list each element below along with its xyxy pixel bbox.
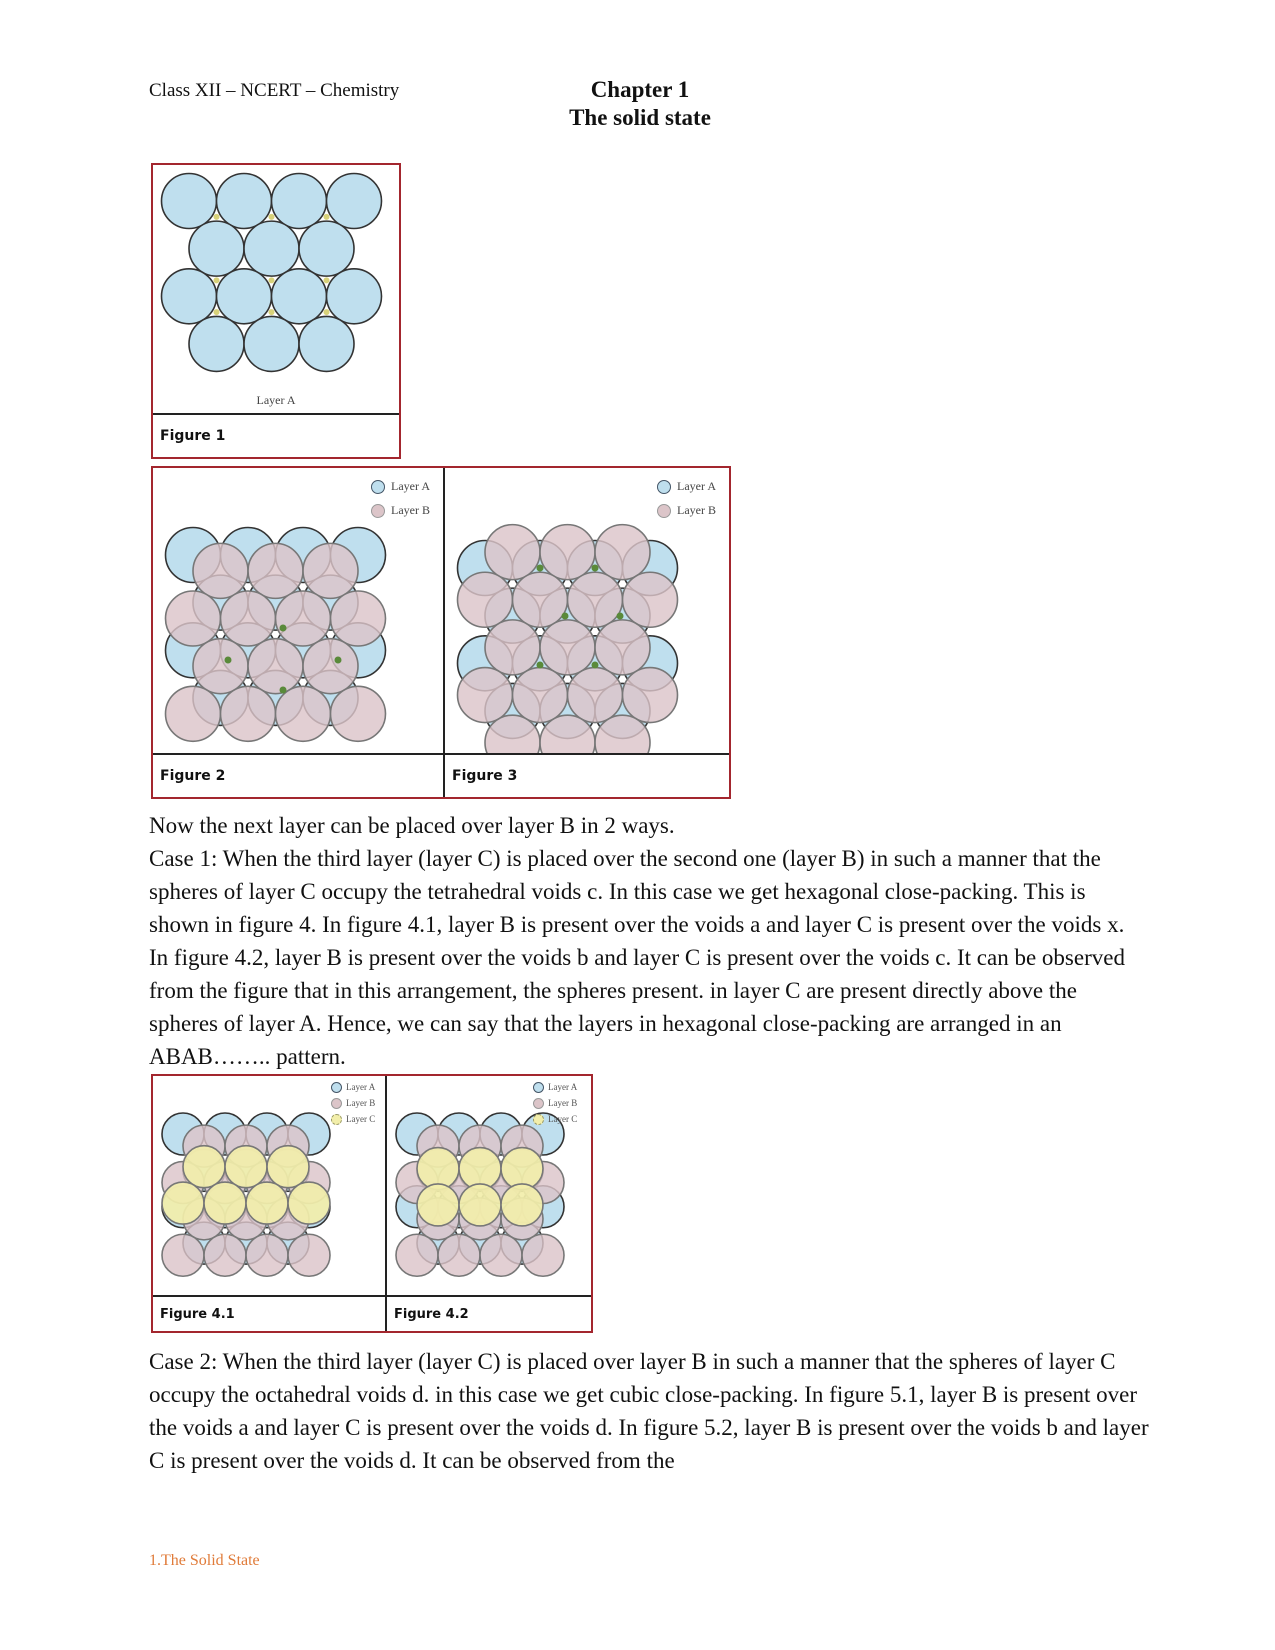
layer-c-sphere (459, 1184, 501, 1226)
layer-b-swatch (533, 1098, 544, 1109)
legend-item (657, 474, 716, 498)
void-marker (214, 214, 220, 220)
void-marker (269, 277, 275, 283)
legend-label: Layer C (548, 1114, 578, 1124)
layer-b-sphere (458, 572, 513, 627)
layer-a-swatch (331, 1082, 342, 1093)
figure-1-diagram (153, 165, 399, 411)
legend-item (371, 474, 430, 498)
chapter-heading (540, 76, 740, 132)
legend-item (657, 498, 716, 522)
layer-a-sphere (162, 174, 217, 229)
layer-b-sphere (513, 668, 568, 723)
figure-3-legend (657, 474, 716, 522)
legend-item (533, 1095, 577, 1111)
layer-c-swatch (331, 1114, 342, 1125)
layer-c-sphere (417, 1184, 459, 1226)
legend-label: Layer C (346, 1114, 376, 1124)
layer-a-label: Layer A (256, 393, 296, 407)
layer-b-sphere (248, 543, 303, 598)
intro-sentence: Now the next layer can be placed over layer B in 2 ways. (149, 813, 675, 838)
layer-b-sphere (595, 620, 650, 675)
layer-b-sphere (166, 591, 221, 646)
legend-label: Layer B (548, 1098, 578, 1108)
void-marker (225, 657, 232, 664)
figure-4-2 (387, 1076, 591, 1331)
figure-2-caption: Figure 2 (153, 753, 443, 797)
legend-item (371, 498, 430, 522)
layer-a-sphere (299, 221, 354, 276)
layer-b-swatch (331, 1098, 342, 1109)
layer-c-sphere (501, 1184, 543, 1226)
chapter-title: The solid state (569, 105, 711, 130)
legend-label: Layer A (346, 1082, 376, 1092)
layer-b-sphere (485, 620, 540, 675)
layer-b-sphere (485, 525, 540, 580)
legend-label: Layer B (346, 1098, 376, 1108)
page-footer: 1.The Solid State (149, 1552, 260, 1569)
figure-2-legend (371, 474, 430, 522)
void-marker (617, 613, 624, 620)
layer-b-sphere (246, 1234, 288, 1276)
case-1-paragraph: Case 1: When the third layer (layer C) is placed over the second one (layer B) in such a manner that the spheres of layer C occupy the tetrahedral voids c. In this case we get hexagonal close-packing. This is shown in figure 4. In figure 4.1, layer B is present over the voids a and layer C is present over the voids x. In figure 4.2, layer B is present over the voids b and layer C is present over the voids c. It can be observed from the figure that in this arrangement, the spheres present. in layer C are present directly above the spheres of layer A. Hence, we can say that the layers in hexagonal close-packing are arranged in an ABAB…….. pattern. (149, 846, 1125, 1069)
void-marker (280, 625, 287, 632)
layer-c-sphere (225, 1146, 267, 1188)
layer-b-sphere (396, 1234, 438, 1276)
layer-b-sphere (331, 686, 386, 741)
layer-b-sphere (522, 1234, 564, 1276)
layer-b-sphere (276, 686, 331, 741)
layer-a-sphere (217, 269, 272, 324)
layer-a-sphere (189, 316, 244, 371)
figure-4-1 (153, 1076, 387, 1331)
void-marker (214, 309, 220, 315)
layer-b-sphere (162, 1234, 204, 1276)
layer-a-sphere (244, 316, 299, 371)
layer-b-sphere (513, 572, 568, 627)
void-marker (562, 613, 569, 620)
layer-b-sphere (458, 668, 513, 723)
figure-2-3-container (151, 466, 731, 799)
case-2-paragraph: Case 2: When the third layer (layer C) is placed over layer B in such a manner that the spheres of layer C occupy the octahedral voids d. in this case we get cubic close-packing. In figure 5.1, layer B is present over the voids a and layer C is present over the voids d. In figure 5.2, layer B is present over the voids b and layer C is present over the voids d. It can be observed from the (149, 1349, 1149, 1473)
legend-label: Layer B (677, 503, 716, 517)
layer-b-sphere (248, 639, 303, 694)
layer-b-sphere (568, 572, 623, 627)
layer-c-sphere (267, 1146, 309, 1188)
layer-c-sphere (288, 1182, 330, 1224)
void-marker (537, 662, 544, 669)
layer-a-sphere (272, 269, 327, 324)
figure-2 (153, 468, 445, 797)
layer-c-sphere (183, 1146, 225, 1188)
layer-b-sphere (166, 686, 221, 741)
legend-item (331, 1079, 375, 1095)
layer-a-swatch (533, 1082, 544, 1093)
legend-label: Layer A (391, 479, 430, 493)
legend-item (331, 1111, 375, 1127)
figure-4-1-caption: Figure 4.1 (153, 1295, 385, 1331)
layer-b-sphere (568, 668, 623, 723)
figure-3-caption: Figure 3 (445, 753, 729, 797)
layer-b-sphere (438, 1234, 480, 1276)
figure-4-container (151, 1074, 593, 1333)
layer-b-sphere (540, 620, 595, 675)
layer-b-sphere (331, 591, 386, 646)
layer-c-sphere (204, 1182, 246, 1224)
course-label: Class XII – NCERT – Chemistry (149, 80, 400, 101)
layer-a-swatch (371, 480, 385, 494)
legend-label: Layer B (391, 503, 430, 517)
layer-b-sphere (595, 525, 650, 580)
layer-b-sphere (623, 668, 678, 723)
layer-a-sphere (189, 221, 244, 276)
void-marker (269, 309, 275, 315)
layer-b-sphere (204, 1234, 246, 1276)
layer-b-sphere (276, 591, 331, 646)
layer-b-sphere (303, 543, 358, 598)
legend-item (533, 1111, 577, 1127)
layer-a-sphere (244, 221, 299, 276)
layer-c-sphere (162, 1182, 204, 1224)
layer-a-sphere (217, 174, 272, 229)
layer-a-sphere (327, 174, 382, 229)
legend-item (533, 1079, 577, 1095)
layer-b-swatch (371, 504, 385, 518)
layer-b-sphere (540, 525, 595, 580)
void-marker (537, 565, 544, 572)
figure-1-caption: Figure 1 (153, 413, 399, 457)
void-marker (324, 277, 330, 283)
void-marker (269, 214, 275, 220)
layer-a-swatch (657, 480, 671, 494)
void-marker (214, 277, 220, 283)
void-marker (324, 214, 330, 220)
layer-b-sphere (288, 1234, 330, 1276)
figure-4-1-legend (331, 1079, 375, 1127)
case-2-text (149, 1345, 1149, 1477)
layer-c-swatch (533, 1114, 544, 1125)
chapter-number: Chapter 1 (590, 77, 690, 102)
void-marker (592, 662, 599, 669)
layer-c-sphere (246, 1182, 288, 1224)
legend-label: Layer A (548, 1082, 578, 1092)
figure-1 (151, 163, 401, 459)
figure-4-2-caption: Figure 4.2 (387, 1295, 591, 1331)
layer-b-sphere (221, 686, 276, 741)
layer-a-sphere (327, 269, 382, 324)
layer-a-sphere (272, 174, 327, 229)
figure-3 (445, 468, 729, 797)
layer-a-sphere (299, 316, 354, 371)
layer-b-sphere (221, 591, 276, 646)
void-marker (280, 687, 287, 694)
legend-label: Layer A (677, 479, 716, 493)
layer-b-sphere (303, 639, 358, 694)
void-marker (592, 565, 599, 572)
legend-item (331, 1095, 375, 1111)
void-marker (335, 657, 342, 664)
figure-4-2-legend (533, 1079, 577, 1127)
void-marker (324, 309, 330, 315)
layer-b-swatch (657, 504, 671, 518)
layer-b-sphere (480, 1234, 522, 1276)
layer-a-sphere (162, 269, 217, 324)
layer-b-sphere (193, 639, 248, 694)
case-1-text (149, 809, 1149, 1073)
layer-b-sphere (623, 572, 678, 627)
layer-b-sphere (193, 543, 248, 598)
